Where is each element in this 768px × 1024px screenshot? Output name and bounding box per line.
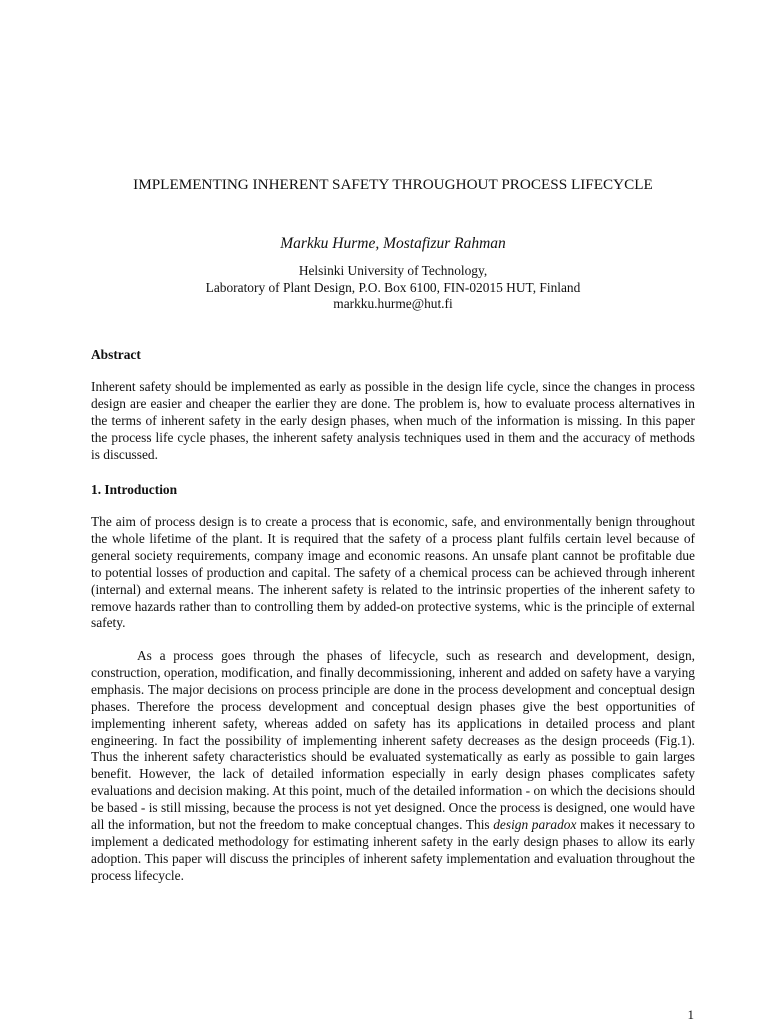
introduction-paragraph-1: The aim of process design is to create a process that is economic, safe, and environmentally benign throughout the whole lifetime of the plant. It is required that the safety of a process plant fulfils certain level because of general society requirements, company image and economic reasons. An unsafe plant cannot be profitable due to potential losses of production and capital. The safety of a chemical process can be achieved through inherent (internal) and external means. The inherent safety is related to the intrinsic properties of the inherent safety to remove hazards rather than to controlling them by added-on protective systems, whic is the principle of external safety. — [91, 514, 695, 631]
email: markku.hurme@hut.fi — [333, 296, 453, 311]
abstract-text: Inherent safety should be implemented as early as possible in the design life cycle, since the changes in process design are easier and cheaper the earlier they are done. The problem is, how to evaluate process alternatives in the terms of inherent safety in the early design phases, when much of the information is missing. In this paper the process life cycle phases, the inherent safety analysis techniques used in them and the accuracy of methods is discussed. — [91, 379, 695, 462]
introduction-paragraph-2 — [91, 648, 695, 885]
paragraph-text: As a process goes through the phases of lifecycle, such as research and development, design, construction, operation, modification, and finally decommissioning, inherent and added on safety have a varying emphasis. The major decisions on process principle are done in the process development and conceptual design phases. Therefore the process development and conceptual design phases give the best opportunities of implementing inherent safety, whereas added on safety has its applications in detailed process and plant engineering. In fact the possibility of implementing inherent safety decreases as the design proceeds (Fig.1). Thus the inherent safety characteristics should be evaluated systematically as early as possible to gain larges benefit. However, the lack of detailed information especially in early design phases complicates safety evaluations and decision making. At this point, much of the detailed information - on which the decisions should be based - is still missing, because the process is not yet designed. Once the process is designed, one would have all the information, but not the freedom to make conceptual changes. This — [91, 648, 695, 833]
author-list: Markku Hurme, Mostafizur Rahman — [280, 235, 506, 252]
introduction-heading: 1. Introduction — [91, 482, 178, 497]
paragraph-text-continued: makes it necessary to implement a dedicated methodology for estimating inherent safety in the early design phases to allow its early adoption. This paper will discuss the principles of inherent safety implementation and evaluation throughout the process lifecycle. — [91, 817, 695, 883]
affiliation-block — [91, 263, 695, 313]
address: Laboratory of Plant Design, P.O. Box 6100, FIN-02015 HUT, Finland — [205, 279, 581, 295]
institution: Helsinki University of Technology, — [298, 263, 488, 278]
paper-page — [91, 0, 695, 1024]
abstract-heading: Abstract — [91, 347, 141, 362]
paper-title: IMPLEMENTING INHERENT SAFETY THROUGHOUT PROCESS LIFECYCLE — [133, 176, 653, 193]
emphasis-term: design paradox — [493, 817, 577, 833]
page-number: 1 — [687, 1007, 694, 1022]
